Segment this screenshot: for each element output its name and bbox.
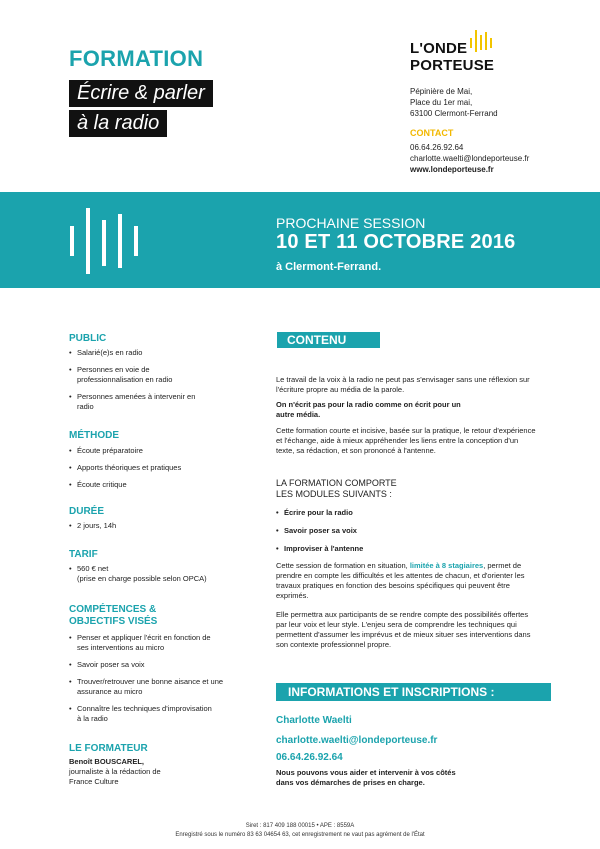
contenu-heading: CONTENU (277, 332, 380, 348)
list-item: • 2 jours, 14h (69, 521, 239, 531)
list-item: • Écoute préparatoire (69, 446, 239, 456)
methode-list (69, 446, 239, 490)
contact-email-link[interactable]: charlotte.waelti@londeporteuse.fr (276, 735, 438, 746)
list-item: • Connaître les techniques d'improvisation à la radio (69, 704, 217, 724)
module-label: • Écrire pour la radio (276, 508, 353, 517)
modules-heading-line2: LES MODULES SUIVANTS : (276, 489, 392, 499)
duree-heading: DURÉE (69, 506, 105, 517)
contact-phone: 06.64.26.92.64 (410, 143, 464, 152)
list-item: • Trouver/retrouver une bonne aisance et une assurance au micro (69, 677, 237, 697)
contact-name: Charlotte Waelti (276, 715, 352, 726)
logo-line2: PORTEUSE (410, 57, 495, 74)
formateur-name: Benoît BOUSCAREL, (69, 757, 144, 766)
contact-email-link[interactable]: charlotte.waelti@londeporteuse.fr (410, 154, 530, 163)
formation-heading: FORMATION (69, 46, 204, 71)
session-paragraph (276, 561, 538, 601)
modules-heading-line1: LA FORMATION COMPORTE (276, 478, 397, 488)
tarif-note: (prise en charge possible selon OPCA) (77, 574, 207, 583)
intro-paragraph: Le travail de la voix à la radio ne peut pas s'envisager sans une réflexion sur l'écriture propre au média de la parole. (276, 375, 530, 394)
list-item: • Personnes amenées à intervenir en radio (69, 392, 212, 412)
tarif-list (69, 564, 239, 584)
session-place: à Clermont-Ferrand. (276, 261, 382, 273)
formateur-desc: journaliste à la rédaction de (69, 767, 161, 776)
address-line: 63100 Clermont-Ferrand (410, 109, 498, 118)
modules-heading (276, 478, 397, 500)
description-paragraph: Cette formation courte et incisive, basée sur la pratique, le retour d'expérience et l'échange, aide à mieux appréhender les liens entre la conception d'un texte, sa rédaction, et son prononcé à l'antenne. (276, 426, 536, 455)
session-limit: limitée à 8 stagiaires (409, 561, 484, 570)
tarif-heading: TARIF (69, 549, 98, 560)
methode-heading: MÉTHODE (69, 430, 119, 441)
module-label: • Savoir poser sa voix (276, 526, 357, 535)
formateur-desc: France Culture (69, 777, 119, 786)
footer-registration: Enregistré sous le numéro 83 63 04654 63, cet enregistrement ne vaut pas agrément de l'État (175, 832, 425, 838)
logo-bars-icon (470, 30, 498, 52)
competences-list (69, 633, 239, 724)
module-item (276, 526, 357, 535)
formateur-info (69, 757, 239, 787)
list-item: • Salarié(e)s en radio (69, 348, 239, 358)
contact-phone: 06.64.26.92.64 (276, 752, 343, 763)
list-item: • Écoute critique (69, 480, 239, 490)
list-item: • Apports théoriques et pratiques (69, 463, 239, 473)
outcome-paragraph: Elle permettra aux participants de se rendre compte des possibilités offertes par leur voix et leur style. L'enjeu sera de comprendre les techniques qui permettent d'assumer les imprévus et de mieux situer ses interventions dans son contexte professionnel propre. (276, 610, 531, 649)
session-text: Cette session de formation en situation, (276, 561, 410, 570)
sound-bars-icon (70, 208, 148, 274)
help-line: dans vos démarches de prises en charge. (276, 778, 425, 787)
course-title-line2: à la radio (69, 110, 167, 137)
key-statement: On n'écrit pas pour la radio comme on écrit pour un autre média. (276, 400, 461, 419)
competences-heading-line2: OBJECTIFS VISÉS (69, 616, 158, 627)
competences-heading-line1: COMPÉTENCES & (69, 604, 157, 615)
public-list (69, 348, 239, 412)
course-title-line1: Écrire & parler (69, 80, 213, 107)
help-text (276, 768, 526, 788)
session-dates: 10 ET 11 OCTOBRE 2016 (276, 231, 516, 253)
help-line: Nous pouvons vous aider et intervenir à vos côtés (276, 768, 456, 777)
address (410, 86, 498, 119)
list-item: • Savoir poser sa voix (69, 660, 239, 670)
logo-line1: L'ONDE (410, 40, 468, 57)
contact-details (410, 142, 529, 175)
contact-heading: CONTACT (410, 128, 454, 138)
footer-siret: Siret : 817 409 188 00015 • APE : 8559A (245, 823, 355, 829)
website-link[interactable]: www.londeporteuse.fr (410, 165, 494, 174)
module-item (276, 544, 363, 553)
infos-heading: INFORMATIONS ET INSCRIPTIONS : (276, 683, 551, 701)
module-label: • Improviser à l'antenne (276, 544, 363, 553)
address-line: Place du 1er mai, (410, 98, 473, 107)
module-item (276, 508, 353, 517)
formateur-heading: LE FORMATEUR (69, 743, 148, 754)
list-item: • Penser et appliquer l'écrit en fonction de ses interventions au micro (69, 633, 217, 653)
address-line: Pépinière de Mai, (410, 87, 473, 96)
list-item: • Personnes en voie de professionnalisation en radio (69, 365, 202, 385)
public-heading: PUBLIC (69, 333, 107, 344)
session-text: , permet de prendre en compte les difficultés et les attentes de chacun, et d'orienter les travaux pratiques en fonction des besoins spécifiques qui peuvent être exprimés. (276, 561, 525, 600)
tarif-price: • 560 € net (69, 564, 239, 574)
next-session-label: PROCHAINE SESSION (276, 215, 426, 231)
duree-list (69, 521, 239, 531)
competences-heading (69, 604, 157, 628)
